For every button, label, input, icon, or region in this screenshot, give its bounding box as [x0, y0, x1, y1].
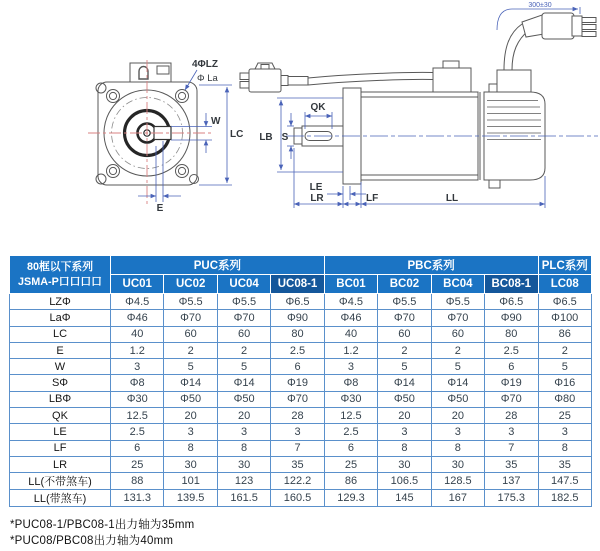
dimension-spec-table: [9, 255, 592, 507]
cell-r2-c7: 80: [485, 326, 538, 342]
front-keyway-width-label: W: [211, 116, 221, 127]
cell-r3-c7: 2.5: [485, 342, 538, 358]
row-label: LF: [10, 440, 111, 456]
cell-r1-c1: Φ70: [164, 310, 217, 326]
column-header-uc08-1: UC08-1: [271, 275, 324, 294]
cell-r11-c5: 106.5: [378, 473, 431, 490]
cell-r10-c4: 25: [324, 456, 377, 472]
cell-r5-c5: Φ14: [378, 375, 431, 391]
cell-r0-c3: Φ6.5: [271, 294, 324, 310]
cell-r9-c4: 6: [324, 440, 377, 456]
cell-r9-c0: 6: [111, 440, 164, 456]
cell-r1-c2: Φ70: [217, 310, 270, 326]
cell-r12-c3: 160.5: [271, 490, 324, 507]
side-le-label: LE: [309, 182, 323, 193]
cell-r4-c5: 5: [378, 359, 431, 375]
series-group-3: PLC系列: [538, 256, 592, 275]
table-row: [10, 375, 592, 391]
table-row: [10, 326, 592, 342]
cell-r0-c8: Φ6.5: [538, 294, 592, 310]
cell-r8-c7: 3: [485, 424, 538, 440]
column-header-bc08-1: BC08-1: [485, 275, 538, 294]
table-row: [10, 294, 592, 310]
series-group-2: PBC系列: [324, 256, 538, 275]
row-label: LE: [10, 424, 111, 440]
cell-r4-c1: 5: [164, 359, 217, 375]
cell-r0-c1: Φ5.5: [164, 294, 217, 310]
row-label: LZΦ: [10, 294, 111, 310]
cell-r5-c7: Φ19: [485, 375, 538, 391]
cell-r12-c7: 175.3: [485, 490, 538, 507]
column-header-bc02: BC02: [378, 275, 431, 294]
cell-r5-c6: Φ14: [431, 375, 484, 391]
cell-r4-c7: 6: [485, 359, 538, 375]
cell-r2-c1: 60: [164, 326, 217, 342]
row-label: W: [10, 359, 111, 375]
cell-r11-c0: 88: [111, 473, 164, 490]
row-label: LC: [10, 326, 111, 342]
table-row: [10, 359, 592, 375]
cell-r6-c6: Φ50: [431, 391, 484, 407]
cell-r2-c8: 86: [538, 326, 592, 342]
cell-r9-c1: 8: [164, 440, 217, 456]
cell-r5-c8: Φ16: [538, 375, 592, 391]
cell-r6-c5: Φ50: [378, 391, 431, 407]
footnote-2: *PUC08/PBC08出力轴为40mm: [10, 535, 174, 548]
table-row: [10, 473, 592, 490]
spec-table-body: [10, 294, 592, 507]
table-row: [10, 490, 592, 507]
cell-r12-c2: 161.5: [217, 490, 270, 507]
cell-r12-c8: 182.5: [538, 490, 592, 507]
cell-r2-c3: 80: [271, 326, 324, 342]
row-label: E: [10, 342, 111, 358]
side-view-drawing: [240, 13, 596, 188]
side-lf-label: LF: [366, 193, 379, 204]
cell-r0-c7: Φ6.5: [485, 294, 538, 310]
table-title-line2: JSMA-P口口口口: [18, 275, 102, 288]
cell-r7-c2: 20: [217, 408, 270, 424]
cell-r0-c4: Φ4.5: [324, 294, 377, 310]
cell-r2-c5: 60: [378, 326, 431, 342]
column-header-bc01: BC01: [324, 275, 377, 294]
row-label: QK: [10, 408, 111, 424]
cell-r8-c2: 3: [217, 424, 270, 440]
footnotes: [10, 517, 600, 549]
cell-r3-c4: 1.2: [324, 342, 377, 358]
cell-r1-c6: Φ70: [431, 310, 484, 326]
side-keyway-length-label: QK: [310, 102, 326, 113]
cell-r12-c5: 145: [378, 490, 431, 507]
side-body-length-label: LL: [445, 193, 459, 204]
column-header-uc01: UC01: [111, 275, 164, 294]
cell-r5-c1: Φ14: [164, 375, 217, 391]
column-header-uc02: UC02: [164, 275, 217, 294]
cell-r10-c1: 30: [164, 456, 217, 472]
cell-r12-c1: 139.5: [164, 490, 217, 507]
table-row: [10, 424, 592, 440]
row-label: LR: [10, 456, 111, 472]
cell-r1-c5: Φ70: [378, 310, 431, 326]
table-row: [10, 440, 592, 456]
cell-r12-c4: 129.3: [324, 490, 377, 507]
cell-r3-c5: 2: [378, 342, 431, 358]
cell-r7-c4: 12.5: [324, 408, 377, 424]
front-bolt-circle-label: Φ La: [197, 73, 218, 84]
cell-r7-c8: 25: [538, 408, 592, 424]
row-label: LL(带煞车): [10, 490, 111, 507]
cable-length-label: 300±30: [528, 2, 552, 9]
motor-dimension-diagram: [0, 0, 600, 248]
side-pilot-diameter-label: LB: [259, 132, 273, 143]
cell-r10-c7: 35: [485, 456, 538, 472]
front-keyway-offset-label: E: [156, 203, 164, 214]
cell-r10-c3: 35: [271, 456, 324, 472]
cell-r5-c3: Φ19: [271, 375, 324, 391]
cell-r9-c6: 8: [431, 440, 484, 456]
cell-r5-c0: Φ8: [111, 375, 164, 391]
cell-r10-c6: 30: [431, 456, 484, 472]
cell-r0-c2: Φ5.5: [217, 294, 270, 310]
table-row: [10, 456, 592, 472]
cell-r10-c0: 25: [111, 456, 164, 472]
cell-r3-c2: 2: [217, 342, 270, 358]
cell-r12-c6: 167: [431, 490, 484, 507]
cell-r6-c4: Φ30: [324, 391, 377, 407]
cell-r2-c4: 40: [324, 326, 377, 342]
cell-r1-c8: Φ100: [538, 310, 592, 326]
cell-r3-c0: 1.2: [111, 342, 164, 358]
cell-r7-c5: 20: [378, 408, 431, 424]
cell-r0-c5: Φ5.5: [378, 294, 431, 310]
cell-r2-c6: 60: [431, 326, 484, 342]
cell-r7-c3: 28: [271, 408, 324, 424]
cell-r4-c2: 5: [217, 359, 270, 375]
cell-r4-c0: 3: [111, 359, 164, 375]
cell-r1-c3: Φ90: [271, 310, 324, 326]
cell-r11-c7: 137: [485, 473, 538, 490]
side-shaft-length-label: LR: [310, 193, 324, 204]
row-label: SΦ: [10, 375, 111, 391]
cell-r6-c1: Φ50: [164, 391, 217, 407]
cell-r11-c3: 122.2: [271, 473, 324, 490]
table-title-line1: 80框以下系列: [27, 261, 93, 274]
cell-r9-c5: 8: [378, 440, 431, 456]
spec-table-head: [10, 256, 592, 294]
cell-r12-c0: 131.3: [111, 490, 164, 507]
cell-r3-c6: 2: [431, 342, 484, 358]
cell-r1-c7: Φ90: [485, 310, 538, 326]
cell-r7-c0: 12.5: [111, 408, 164, 424]
front-bolt-holes-label: 4ΦLZ: [192, 59, 218, 70]
cell-r4-c8: 5: [538, 359, 592, 375]
cell-r3-c1: 2: [164, 342, 217, 358]
cell-r7-c6: 20: [431, 408, 484, 424]
column-header-lc08: LC08: [538, 275, 592, 294]
row-label: LBΦ: [10, 391, 111, 407]
cell-r6-c7: Φ70: [485, 391, 538, 407]
side-shaft-diameter-label: S: [281, 132, 289, 143]
table-row: [10, 408, 592, 424]
cell-r6-c2: Φ50: [217, 391, 270, 407]
cell-r8-c4: 2.5: [324, 424, 377, 440]
cell-r8-c5: 3: [378, 424, 431, 440]
cell-r9-c8: 8: [538, 440, 592, 456]
cell-r6-c8: Φ80: [538, 391, 592, 407]
column-header-uc04: UC04: [217, 275, 270, 294]
cell-r8-c3: 3: [271, 424, 324, 440]
cell-r10-c8: 35: [538, 456, 592, 472]
row-label: LL(不带煞车): [10, 473, 111, 490]
cell-r8-c0: 2.5: [111, 424, 164, 440]
cell-r10-c2: 30: [217, 456, 270, 472]
cell-r5-c2: Φ14: [217, 375, 270, 391]
table-row: [10, 342, 592, 358]
cell-r1-c4: Φ46: [324, 310, 377, 326]
cell-r7-c7: 28: [485, 408, 538, 424]
cell-r4-c4: 3: [324, 359, 377, 375]
cell-r9-c7: 7: [485, 440, 538, 456]
cell-r11-c4: 86: [324, 473, 377, 490]
cell-r4-c3: 6: [271, 359, 324, 375]
cell-r9-c3: 7: [271, 440, 324, 456]
cell-r0-c0: Φ4.5: [111, 294, 164, 310]
cell-r8-c1: 3: [164, 424, 217, 440]
cell-r3-c3: 2.5: [271, 342, 324, 358]
cell-r11-c8: 147.5: [538, 473, 592, 490]
cell-r11-c1: 101: [164, 473, 217, 490]
cell-r7-c1: 20: [164, 408, 217, 424]
front-frame-label: LC: [230, 129, 244, 140]
cell-r8-c8: 3: [538, 424, 592, 440]
cell-r9-c2: 8: [217, 440, 270, 456]
row-label: LaΦ: [10, 310, 111, 326]
cell-r2-c0: 40: [111, 326, 164, 342]
footnote-1: *PUC08-1/PBC08-1出力轴为35mm: [10, 519, 195, 532]
cell-r6-c3: Φ70: [271, 391, 324, 407]
cell-r2-c2: 60: [217, 326, 270, 342]
cell-r0-c6: Φ5.5: [431, 294, 484, 310]
cell-r4-c6: 5: [431, 359, 484, 375]
cell-r11-c6: 128.5: [431, 473, 484, 490]
table-row: [10, 310, 592, 326]
cell-r10-c5: 30: [378, 456, 431, 472]
table-row: [10, 391, 592, 407]
cell-r5-c4: Φ8: [324, 375, 377, 391]
cell-r3-c8: 2: [538, 342, 592, 358]
cell-r1-c0: Φ46: [111, 310, 164, 326]
column-header-bc04: BC04: [431, 275, 484, 294]
cell-r8-c6: 3: [431, 424, 484, 440]
cell-r11-c2: 123: [217, 473, 270, 490]
table-title-cell: [10, 256, 111, 294]
series-group-1: PUC系列: [111, 256, 325, 275]
cell-r6-c0: Φ30: [111, 391, 164, 407]
